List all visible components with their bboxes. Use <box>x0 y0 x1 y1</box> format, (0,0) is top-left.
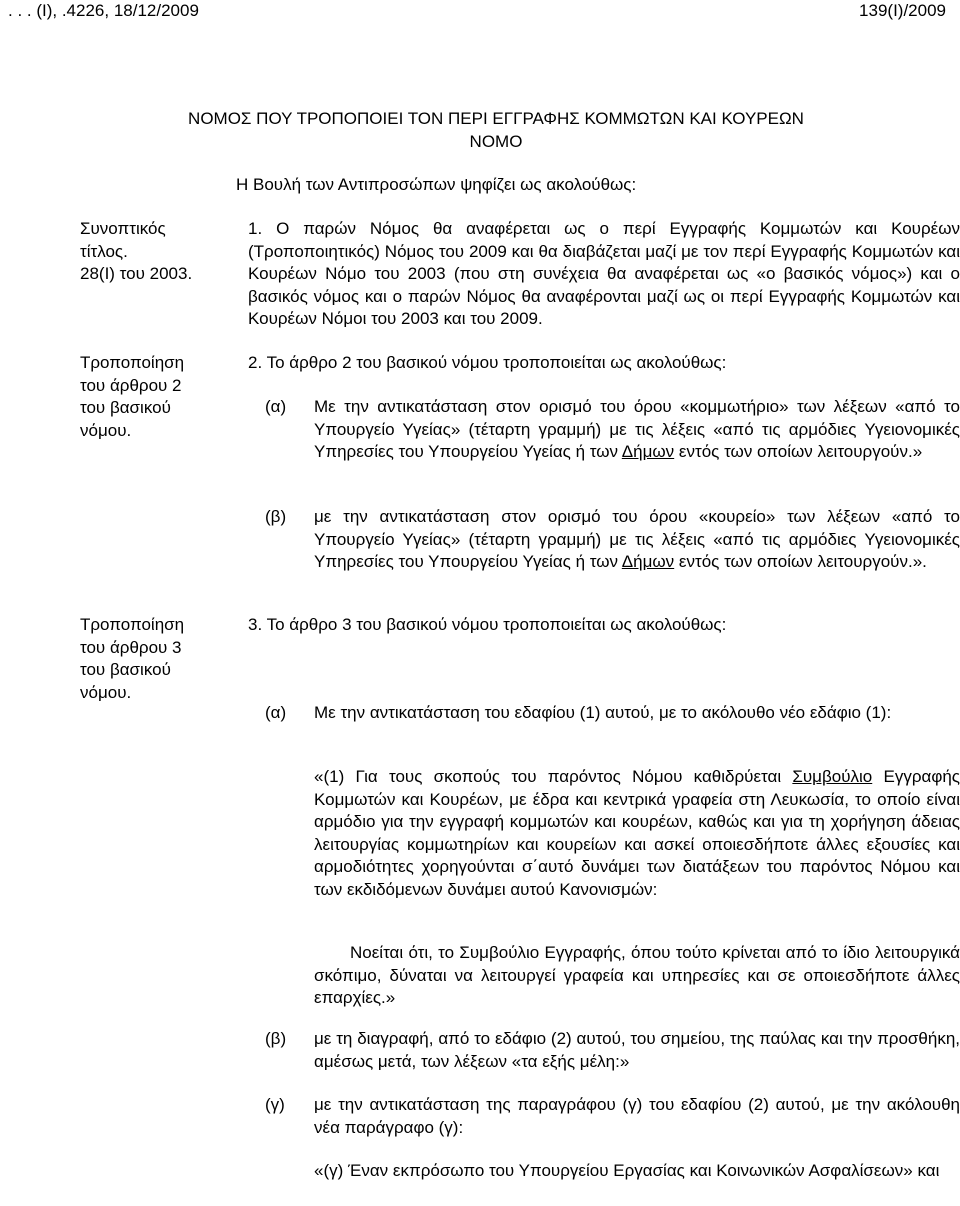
gazette-reference: . . . (Ι), .4226, 18/12/2009 <box>8 1 199 20</box>
paragraph-marker: (β) <box>265 1029 287 1048</box>
paragraph-marker: (β) <box>265 507 287 526</box>
section-3-paragraph-b: (β) με τη διαγραφή, από το εδάφιο (2) αυτού, του σημείου, της παύλας και την προσθήκη, αμέσως μετά, των λέξεων «τα εξής μέλη:» <box>248 1028 960 1073</box>
margin-note-short-title: Συνοπτικός τίτλος. 28(Ι) του 2003. <box>80 219 193 283</box>
quoted-paragraph-c: «(γ) Έναν εκπρόσωπο του Υπουργείου Εργασίας και Κοινωνικών Ασφαλίσεων» και <box>314 1161 940 1180</box>
margin-note-amend-article-3: Τροποποίηση του άρθρου 3 του βασικού νόμου. <box>80 615 185 702</box>
paragraph-marker: (α) <box>265 703 287 722</box>
section-1: 1. Ο παρών Νόμος θα αναφέρεται ως ο περί Εγγραφής Κομμωτών και Κουρέων (Τροποποιητικός) Νόμος του 2009 και θα διαβάζεται μαζί με τον περί Εγγραφής Κομμωτών και Κουρέων Νόμο του 2003 (που στη συνέχεια θα αναφέρεται ως «ο βασικός νόμος») και ο βασικός νόμος και ο παρών Νόμος θα αναφέρονται μαζί ως οι περί Εγγραφής Κομμωτών και Κουρέων Νόμοι του 2003 και του 2009. <box>248 219 960 328</box>
enacting-formula: Η Βουλή των Αντιπροσώπων ψηφίζει ως ακολούθως: <box>236 175 637 194</box>
section-2-intro: 2. Το άρθρο 2 του βασικού νόμου τροποποιείται ως ακολούθως: <box>248 353 727 372</box>
margin-note-amend-article-2: Τροποποίηση του άρθρου 2 του βασικού νόμου. <box>80 353 185 440</box>
section-3-paragraph-a: (α) Με την αντικατάσταση του εδαφίου (1) αυτού, με το ακόλουθο νέο εδάφιο (1): <box>248 702 960 725</box>
law-title-line-2: ΝΟΜΟ <box>469 131 523 151</box>
section-3-paragraph-c: (γ) με την αντικατάσταση της παραγράφου (γ) του εδαφίου (2) αυτού, με την ακόλουθη νέα παράγραφο (γ): <box>248 1094 960 1139</box>
law-title <box>96 108 896 153</box>
proviso: Νοείται ότι, το Συμβούλιο Εγγραφής, όπου τούτο κρίνεται από το ίδιο λειτουργικά σκόπιμο, δύναται να λειτουργεί γραφεία και υπηρεσίες και σε οποιεσδήποτε άλλες επαρχίες.» <box>314 943 960 1007</box>
law-number: 139(Ι)/2009 <box>859 1 946 20</box>
section-2-paragraph-b: (β) με την αντικατάσταση στον ορισμό του όρου «κουρείο» των λέξεων «από το Υπουργείο Υγείας» (τέταρτη γραμμή) με τις λέξεις «από τις αρμόδιες Υγειονομικές Υπηρεσίες του Υπουργείου Υγείας ή των Δήμων εντός των οποίων λειτουργούν.». <box>248 506 960 574</box>
quoted-subsection-1: «(1) Για τους σκοπούς του παρόντος Νόμου καθιδρύεται Συμβούλιο Εγγραφής Κομμωτών και Κουρέων, με έδρα και κεντρικά γραφεία στη Λευκωσία, το οποίο είναι αρμόδιο για την εγγραφή κομμωτών και κουρέων, καθώς και για τη χορήγηση άδειας λειτουργίας κομμωτηρίων και κουρείων και ασκεί οποιεσδήποτε άλλες εξουσίες και αρμοδιότητες χορηγούνται σ΄αυτό δυνάμει των διατάξεων του παρόντος Νόμου και των εκδιδόμενων δυνάμει αυτού Κανονισμών: <box>314 767 960 899</box>
section-2-paragraph-a: (α) Με την αντικατάσταση στον ορισμό του όρου «κομμωτήριο» των λέξεων «από το Υπουργείο Υγείας» (τέταρτη γραμμή) με τις λέξεις «από τις αρμόδιες Υγειονομικές Υπηρεσίες του Υπουργείου Υγείας ή των Δήμων εντός των οποίων λειτουργούν.» <box>248 396 960 464</box>
section-3-intro: 3. Το άρθρο 3 του βασικού νόμου τροποποιείται ως ακολούθως: <box>248 615 727 634</box>
paragraph-marker: (γ) <box>265 1095 285 1114</box>
paragraph-marker: (α) <box>265 397 287 416</box>
law-title-line-1: ΝΟΜΟΣ ΠΟΥ ΤΡΟΠΟΠΟΙΕΙ ΤΟΝ ΠΕΡΙ ΕΓΓΡΑΦΗΣ ΚΟΜΜΩΤΩΝ ΚΑΙ ΚΟΥΡΕΩΝ <box>188 109 804 128</box>
